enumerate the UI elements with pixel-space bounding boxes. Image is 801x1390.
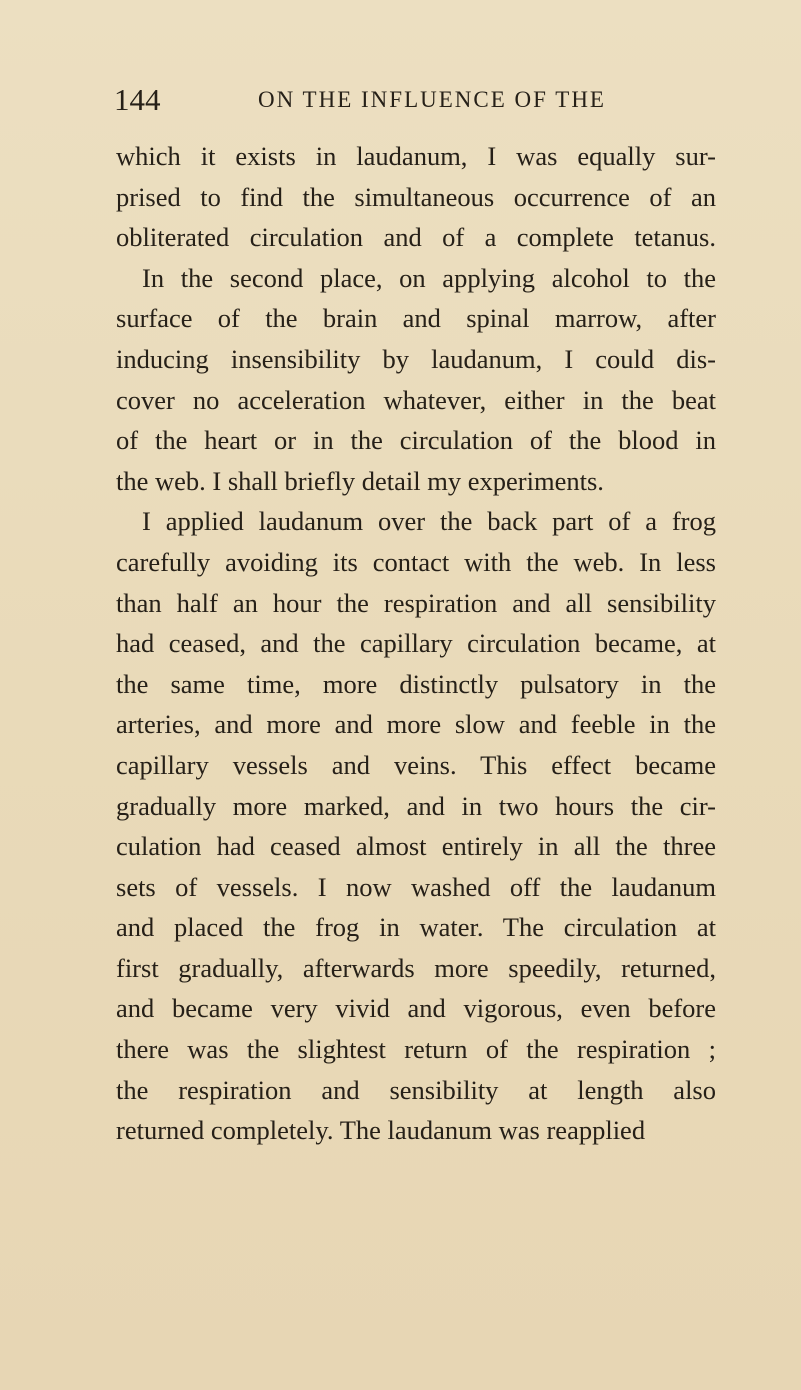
text-line: the same time, more distinctly pulsatory in the (116, 668, 716, 699)
text-line: sets of vessels. I now washed off the laudanum (116, 871, 716, 902)
text-line: and placed the frog in water. The circulation at (116, 912, 716, 943)
text-line: carefully avoiding its contact with the web. In less (116, 546, 716, 577)
text-line: had ceased, and the capillary circulation became, at (116, 628, 716, 659)
text-line: the respiration and sensibility at length also (116, 1074, 716, 1105)
text-line: capillary vessels and veins. This effect became (116, 749, 716, 780)
text-line: of the heart or in the circulation of the blood in (116, 425, 716, 456)
running-head: ON THE INFLUENCE OF THE (258, 87, 606, 112)
text-line: there was the slightest return of the respiration ; (116, 1034, 716, 1065)
text-line: prised to find the simultaneous occurrence of an (116, 181, 716, 212)
text-line: the web. I shall briefly detail my experiments. (116, 465, 604, 496)
text-line: inducing insensibility by laudanum, I could dis- (116, 343, 716, 374)
page-number: 144 (114, 82, 161, 117)
text-line: than half an hour the respiration and all sensibility (116, 587, 716, 618)
body-text (116, 136, 716, 1151)
text-line: returned completely. The laudanum was reapplied (116, 1115, 646, 1146)
text-line: gradually more marked, and in two hours the cir- (116, 790, 716, 821)
text-line: arteries, and more and more slow and feeble in the (116, 709, 716, 740)
page-header (114, 80, 714, 120)
text-line: surface of the brain and spinal marrow, after (116, 303, 716, 334)
text-line: obliterated circulation and of a complete tetanus. (116, 222, 716, 253)
text-line: In the second place, on applying alcohol to the (142, 262, 716, 293)
text-line: I applied laudanum over the back part of a frog (142, 506, 716, 537)
text-line: culation had ceased almost entirely in all the three (116, 831, 716, 862)
text-line: which it exists in laudanum, I was equally sur- (116, 141, 716, 171)
text-line: and became very vivid and vigorous, even before (116, 993, 716, 1024)
text-line: cover no acceleration whatever, either in the beat (116, 384, 716, 415)
text-line: first gradually, afterwards more speedily, returned, (116, 952, 716, 983)
